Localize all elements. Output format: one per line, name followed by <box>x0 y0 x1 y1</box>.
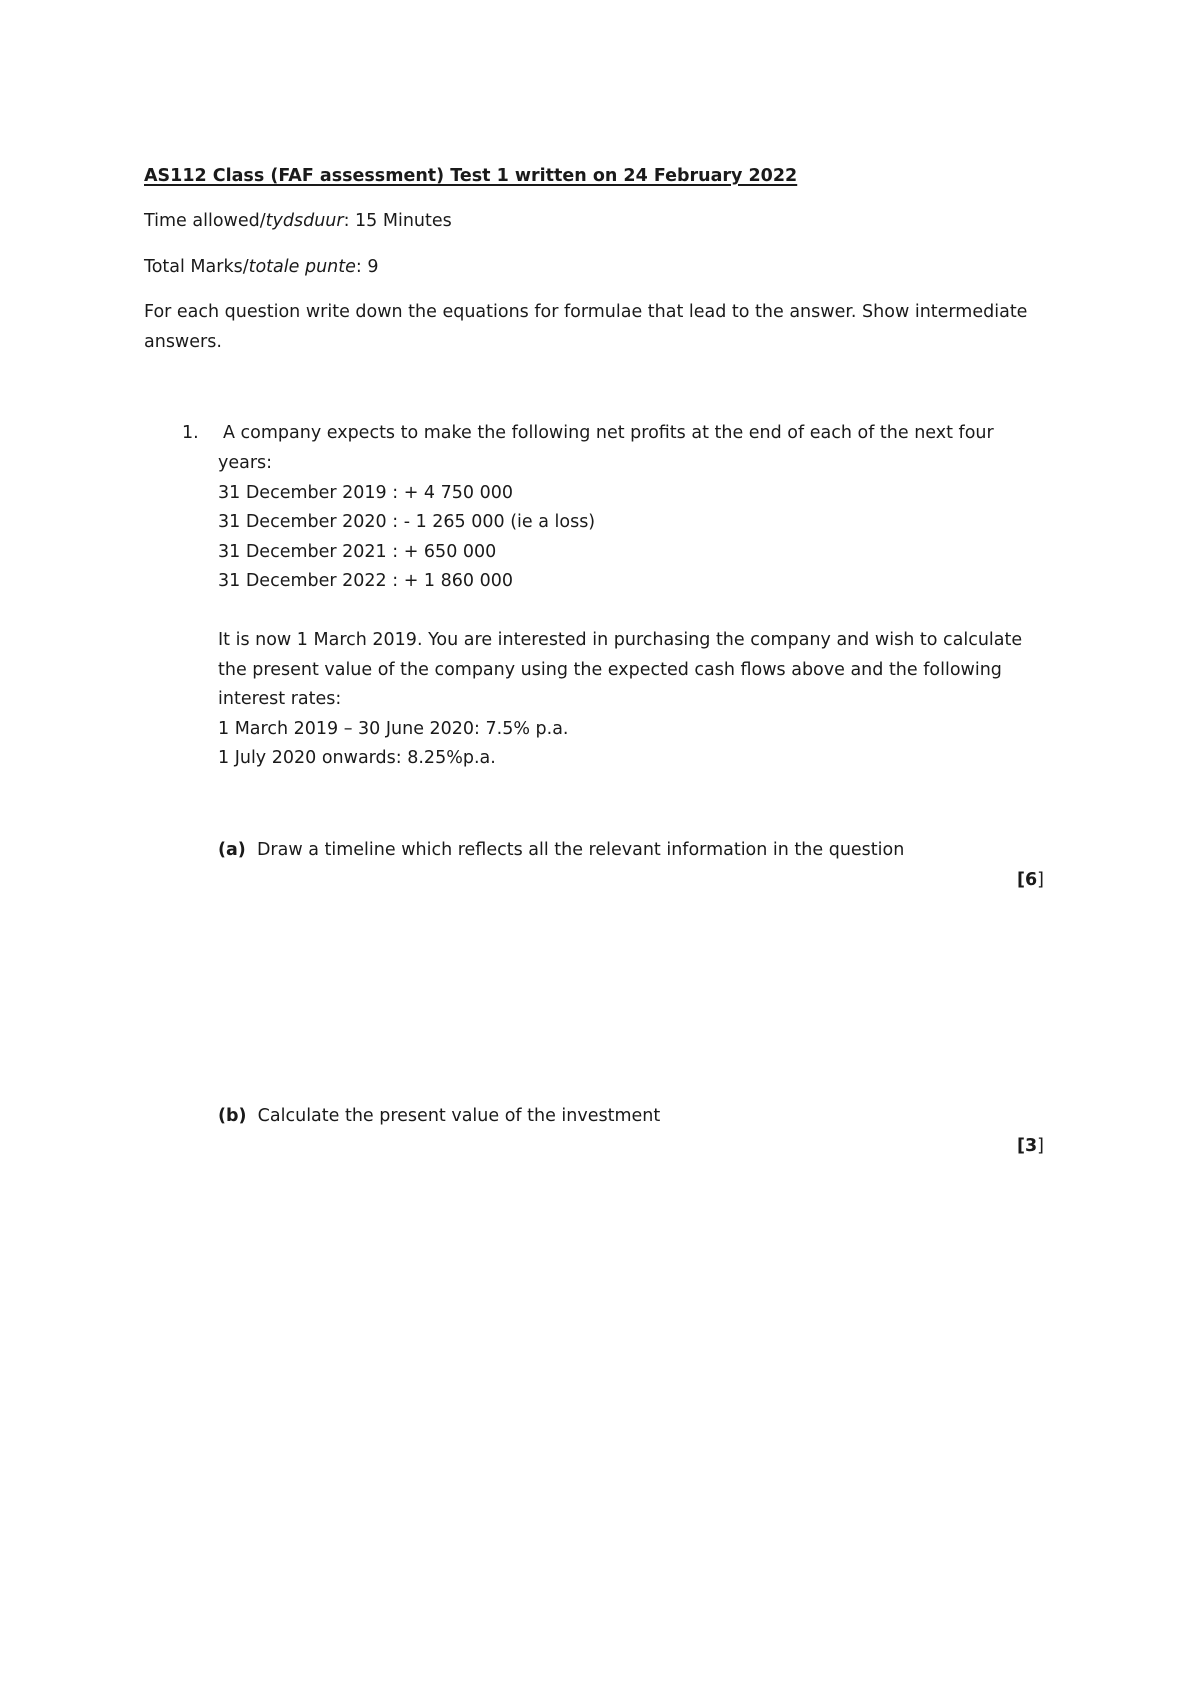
total-marks-label-afrikaans: totale punte <box>248 257 356 277</box>
time-allowed-label-afrikaans: tydsduur <box>265 211 344 231</box>
time-allowed-label: Time allowed/ <box>144 211 266 231</box>
part-b-marks <box>1017 1138 1044 1156</box>
part-a-mark-value: 6 <box>1024 870 1038 890</box>
part-a-mark-close: ] <box>1037 870 1044 890</box>
part-b-label: (b) <box>218 1106 247 1126</box>
time-allowed <box>144 213 452 231</box>
part-a-text: Draw a timeline which reflects all the relevant information in the question <box>256 840 905 860</box>
cash-flow-2019: 31 December 2019 : + 4 750 000 <box>218 483 513 503</box>
part-b-mark-open: [ <box>1016 1136 1025 1156</box>
part-b-text: Calculate the present value of the investment <box>257 1106 661 1126</box>
question-intro-line-2: years: <box>218 453 273 473</box>
total-marks-value: : 9 <box>355 257 379 277</box>
cash-flow-2022: 31 December 2022 : + 1 860 000 <box>218 571 513 591</box>
part-b-mark-close: ] <box>1037 1136 1044 1156</box>
time-allowed-value: : 15 Minutes <box>343 211 452 231</box>
context-line-3: interest rates: <box>218 689 342 709</box>
cash-flow-2021: 31 December 2021 : + 650 000 <box>218 542 497 562</box>
interest-rate-2: 1 July 2020 onwards: 8.25%p.a. <box>218 748 496 768</box>
total-marks <box>144 259 378 277</box>
context-line-1: It is now 1 March 2019. You are interested in purchasing the company and wish to calculate <box>218 630 1023 650</box>
part-a-label: (a) <box>218 840 246 860</box>
part-a-marks <box>1017 872 1044 890</box>
question-number: 1. <box>182 423 199 443</box>
part-a-mark-open: [ <box>1016 870 1025 890</box>
page-title: AS112 Class (FAF assessment) Test 1 written on 24 February 2022 <box>144 166 798 186</box>
instructions-line-1: For each question write down the equations for formulae that lead to the answer. Show intermediate <box>144 302 1028 322</box>
part-b-mark-value: 3 <box>1024 1136 1038 1156</box>
part-a <box>218 842 904 860</box>
interest-rate-1: 1 March 2019 – 30 June 2020: 7.5% p.a. <box>218 719 569 739</box>
cash-flow-2020: 31 December 2020 : - 1 265 000 (ie a loss) <box>218 512 596 532</box>
instructions-line-2: answers. <box>144 332 222 352</box>
total-marks-label: Total Marks/ <box>144 257 249 277</box>
part-b <box>218 1108 660 1126</box>
context-line-2: the present value of the company using the expected cash flows above and the following <box>218 660 1002 680</box>
question-intro-line-1: A company expects to make the following net profits at the end of each of the next four <box>223 423 994 443</box>
